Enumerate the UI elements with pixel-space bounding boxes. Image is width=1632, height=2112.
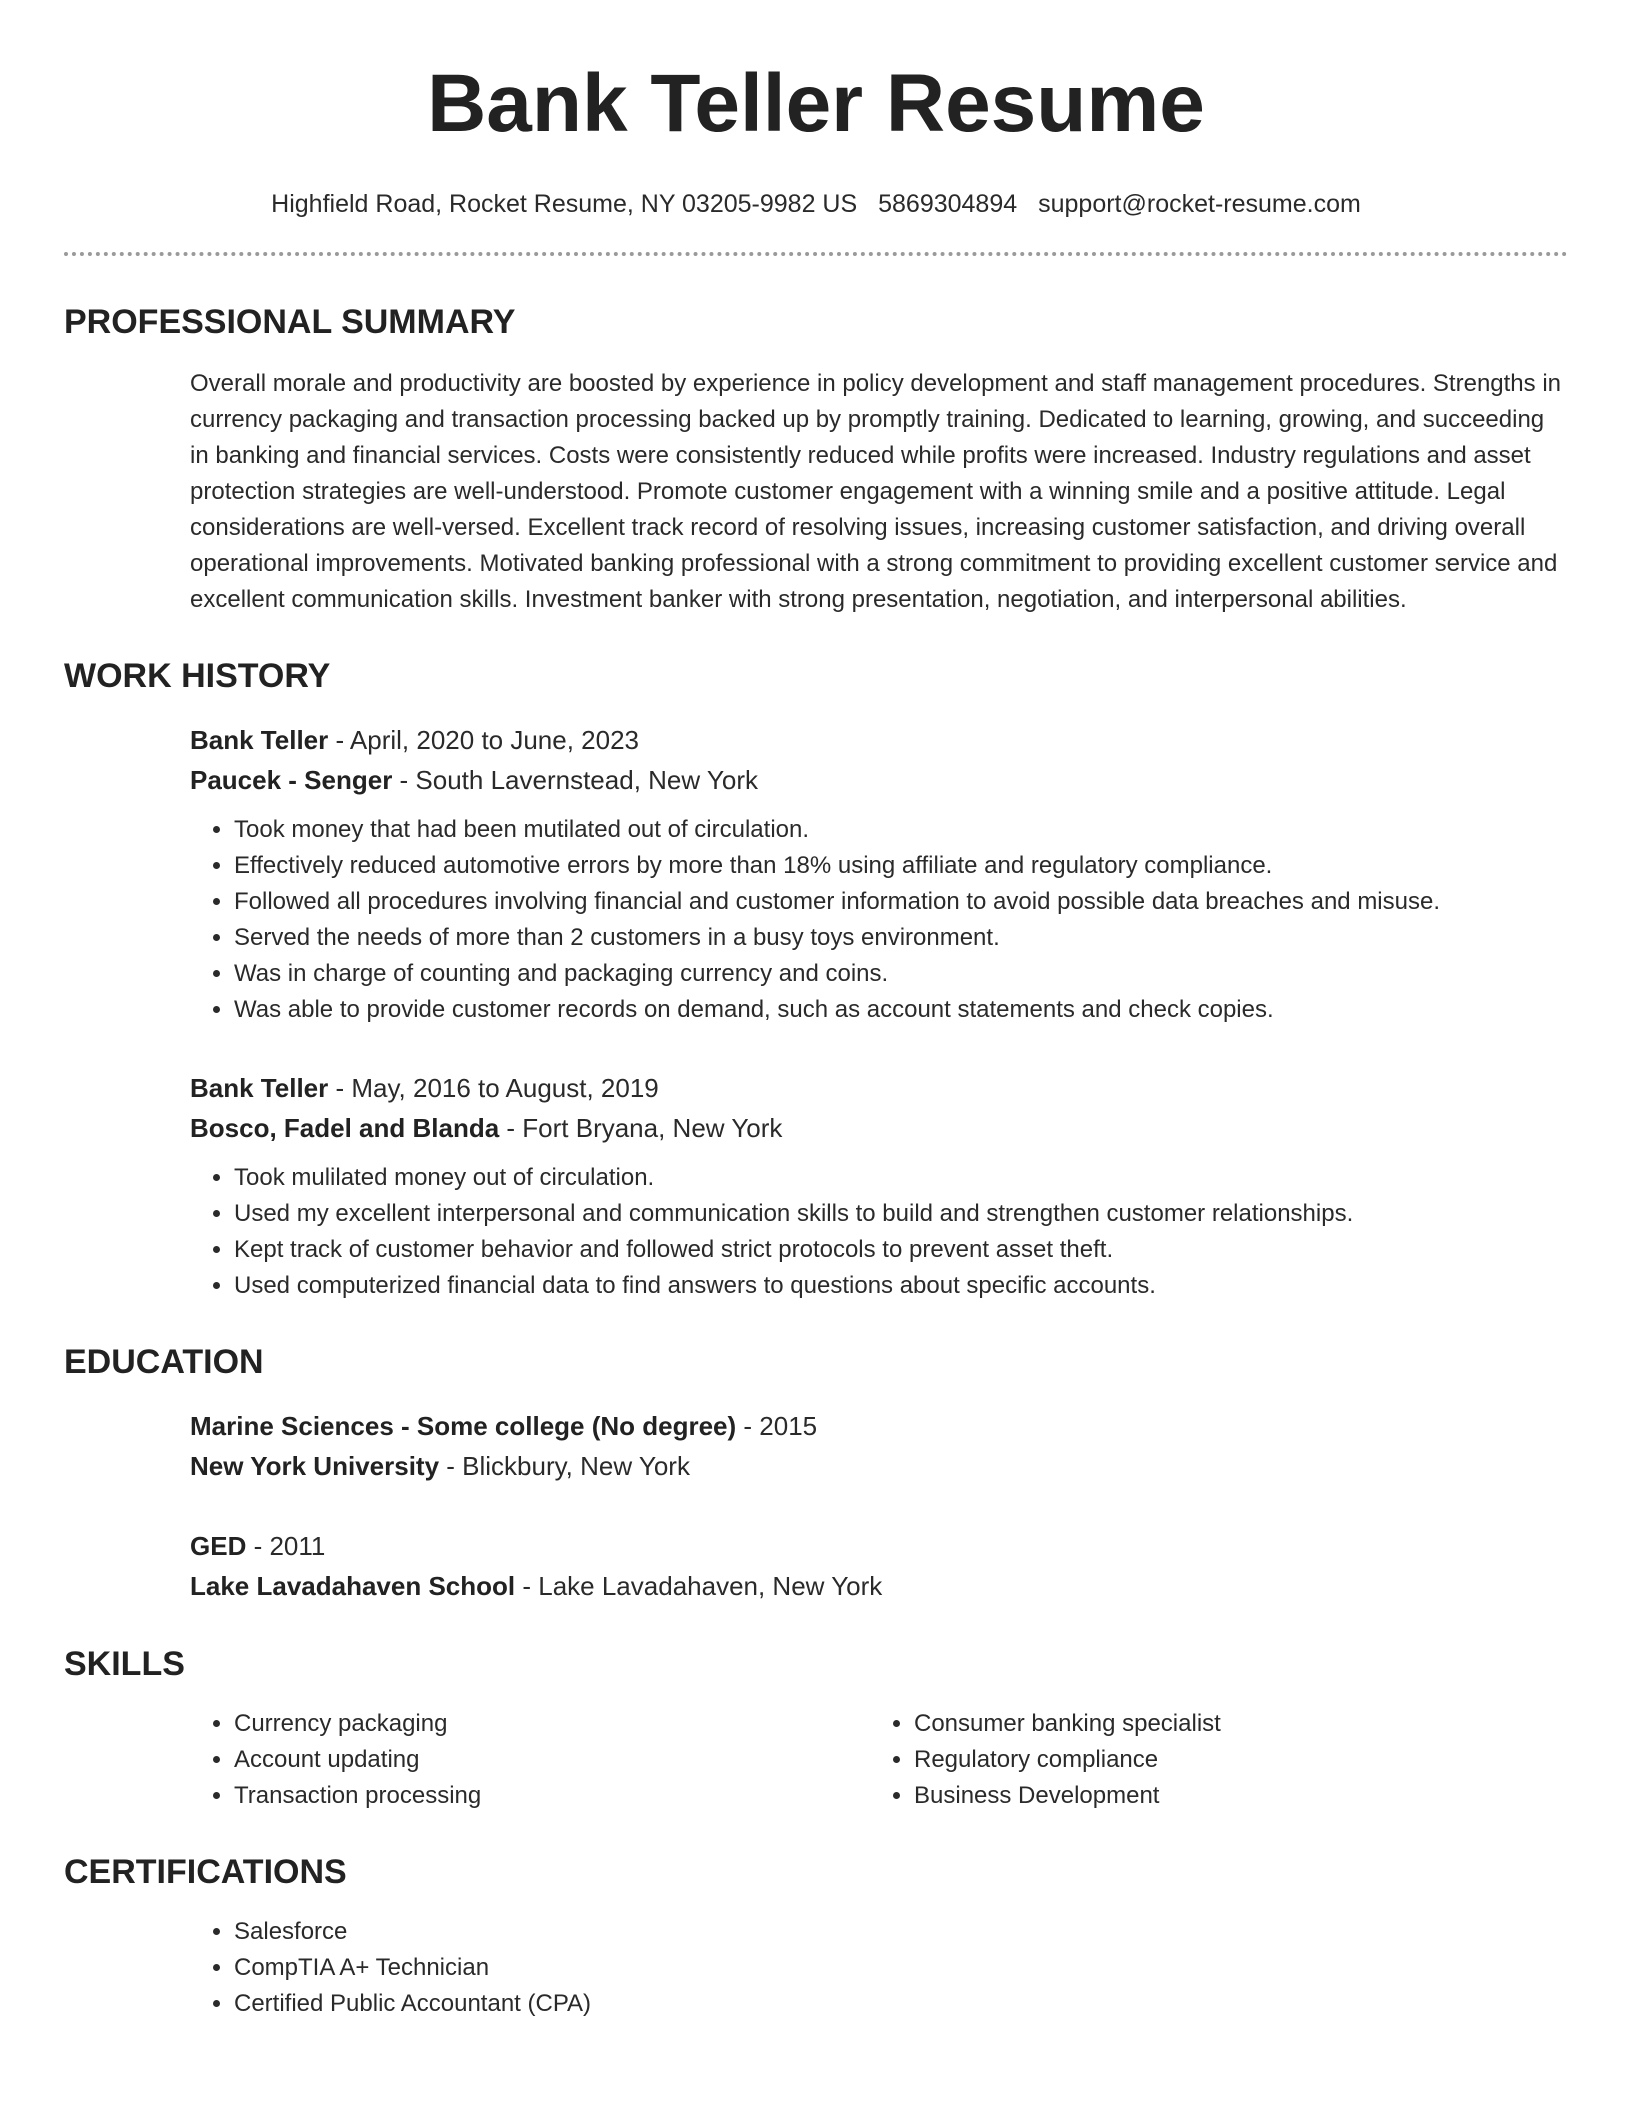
work-entry (190, 720, 1568, 1028)
skills-column-left (190, 1706, 870, 1814)
school-line (190, 1446, 1568, 1486)
degree-name: Marine Sciences - Some college (No degree) (190, 1411, 737, 1441)
school-line (190, 1566, 1568, 1606)
job-location: - Fort Bryana, New York (499, 1113, 783, 1143)
job-dates: - May, 2016 to August, 2019 (328, 1073, 659, 1103)
degree-line (190, 1526, 1568, 1566)
degree-name: GED (190, 1531, 247, 1561)
resume-header (64, 0, 1568, 256)
work-history-section (64, 656, 1568, 1304)
education-entry (190, 1406, 1568, 1486)
skills-section (64, 1644, 1568, 1814)
skills-list (190, 1706, 870, 1814)
job-company: Bosco, Fadel and Blanda (190, 1113, 500, 1143)
contact-phone: 5869304894 (878, 190, 1018, 218)
job-bullet: • Was in charge of counting and packaging currency and coins. (234, 956, 1568, 992)
education-heading: EDUCATION (64, 1343, 264, 1381)
certifications-section (64, 1852, 1568, 2022)
job-title-line (190, 720, 1568, 760)
job-title-line (190, 1068, 1568, 1108)
job-bullet: • Was able to provide customer records on demand, such as account statements and check copies. (234, 992, 1568, 1028)
certifications-list (190, 1914, 1568, 2022)
job-role: Bank Teller (190, 725, 329, 755)
skill-item: • Consumer banking specialist (914, 1706, 1568, 1742)
school-name: Lake Lavadahaven School (190, 1571, 516, 1601)
skill-item: • Account updating (234, 1742, 870, 1778)
degree-line (190, 1406, 1568, 1446)
school-location: - Blickbury, New York (439, 1451, 690, 1481)
contact-line (64, 188, 1568, 220)
resume-title: Bank Teller Resume (427, 58, 1205, 149)
job-company: Paucek - Senger (190, 765, 393, 795)
contact-address: Highfield Road, Rocket Resume, NY 03205-9982 US (271, 190, 858, 218)
job-company-line (190, 1108, 1568, 1148)
skills-columns (190, 1706, 1568, 1814)
job-dates: - April, 2020 to June, 2023 (328, 725, 640, 755)
job-role: Bank Teller (190, 1073, 329, 1103)
skill-item: • Regulatory compliance (914, 1742, 1568, 1778)
job-bullet: • Took money that had been mutilated out of circulation. (234, 812, 1568, 848)
work-entry (190, 1068, 1568, 1304)
job-company-line (190, 760, 1568, 800)
job-bullet: • Kept track of customer behavior and followed strict protocols to prevent asset theft. (234, 1232, 1568, 1268)
header-divider (64, 252, 1568, 256)
summary-text: Overall morale and productivity are boosted by experience in policy development and staff management procedures. Strengths in currency packaging and transaction processing backed up by promptly training. Dedicated to learning, growing, and succeeding in banking and financial services. Costs were consistently reduced while profits were increased. Industry regulations and asset protection strategies are well-understood. Promote customer engagement with a winning smile and a positive attitude. Legal considerations are well-versed. Excellent track record of resolving issues, increasing customer satisfaction, and driving overall operational improvements. Motivated banking professional with a strong commitment to providing excellent customer service and excellent communication skills. Investment banker with strong presentation, negotiation, and interpersonal abilities. (190, 370, 1561, 613)
certifications-heading: CERTIFICATIONS (64, 1853, 347, 1891)
job-bullet: • Used my excellent interpersonal and communication skills to build and strengthen customer relationships. (234, 1196, 1568, 1232)
skills-column-right (870, 1706, 1568, 1814)
certification-item: • CompTIA A+ Technician (234, 1950, 1568, 1986)
education-section (64, 1342, 1568, 1606)
skills-list (870, 1706, 1568, 1814)
job-bullet: • Served the needs of more than 2 customers in a busy toys environment. (234, 920, 1568, 956)
skills-heading: SKILLS (64, 1645, 185, 1683)
job-bullet: • Took mulilated money out of circulation. (234, 1160, 1568, 1196)
skill-item: • Transaction processing (234, 1778, 870, 1814)
certification-item: • Certified Public Accountant (CPA) (234, 1986, 1568, 2022)
job-bullets (190, 812, 1568, 1028)
job-bullets (190, 1160, 1568, 1304)
work-history-heading: WORK HISTORY (64, 657, 331, 695)
job-location: - South Lavernstead, New York (392, 765, 758, 795)
summary-heading: PROFESSIONAL SUMMARY (64, 303, 516, 341)
contact-email: support@rocket-resume.com (1038, 190, 1361, 218)
certification-item: • Salesforce (234, 1914, 1568, 1950)
certifications-body (190, 1914, 1568, 2022)
job-bullet: • Effectively reduced automotive errors by more than 18% using affiliate and regulatory compliance. (234, 848, 1568, 884)
education-entry (190, 1526, 1568, 1606)
skill-item: • Business Development (914, 1778, 1568, 1814)
degree-year: - 2011 (246, 1531, 326, 1561)
school-name: New York University (190, 1451, 440, 1481)
job-bullet: • Followed all procedures involving financial and customer information to avoid possible data breaches and misuse. (234, 884, 1568, 920)
job-bullet: • Used computerized financial data to find answers to questions about specific accounts. (234, 1268, 1568, 1304)
degree-year: - 2015 (736, 1411, 818, 1441)
skill-item: • Currency packaging (234, 1706, 870, 1742)
school-location: - Lake Lavadahaven, New York (515, 1571, 883, 1601)
summary-section (64, 302, 1568, 618)
